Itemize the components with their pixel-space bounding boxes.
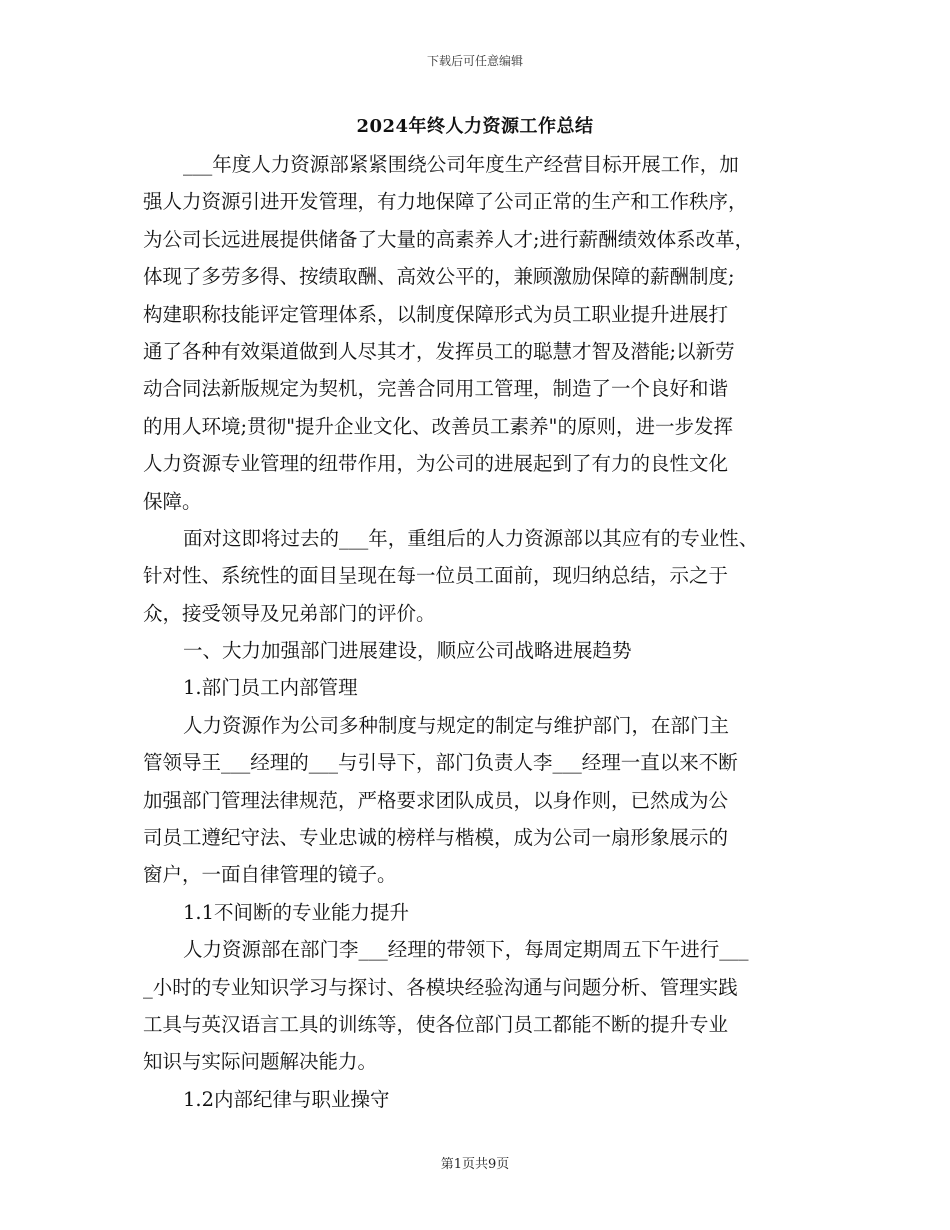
page-header-note: 下载后可任意编辑 — [426, 54, 523, 68]
text-line: 司员工遵纪守法、专业忠诚的榜样与楷模，成为公司一扇形象展示的 — [143, 826, 729, 850]
text-line: 窗户，一面自律管理的镜子。 — [143, 863, 397, 887]
document-body — [143, 146, 823, 1118]
document-title: 2024年终人力资源工作总结 — [356, 116, 594, 137]
text-line: _小时的专业知识学习与探讨、各模块经验沟通与问题分析、管理实践 — [143, 975, 738, 999]
text-line: 针对性、系统性的面目呈现在每一位员工面前，现归纳总结，示之于 — [143, 564, 729, 588]
text-line: 动合同法新版规定为契机，完善合同用工管理，制造了一个良好和谐 — [143, 377, 729, 401]
text-line: 体现了多劳多得、按绩取酬、高效公平的，兼顾激励保障的薪酬制度; — [143, 265, 735, 289]
text-line: 知识与实际问题解决能力。 — [143, 1050, 378, 1074]
text-line: 1.部门员工内部管理 — [183, 676, 358, 700]
text-line: 众，接受领导及兄弟部门的评价。 — [143, 601, 436, 625]
page-number: 第1页共9页 — [440, 1157, 510, 1172]
text-line: 1.1不间断的专业能力提升 — [183, 900, 410, 924]
text-line: 通了各种有效渠道做到人尽其才，发挥员工的聪慧才智及潜能;以新劳 — [143, 339, 735, 363]
text-line: 面对这即将过去的___年，重组后的人力资源部以其应有的专业性、 — [183, 526, 759, 550]
text-line: 强人力资源引进开发管理，有力地保障了公司正常的生产和工作秩序， — [143, 190, 748, 214]
text-line: 人力资源作为公司多种制度与规定的制定与维护部门，在部门主 — [183, 713, 730, 737]
text-line: 一、大力加强部门进展建设，顺应公司战略进展趋势 — [183, 639, 632, 663]
text-line: ___年度人力资源部紧紧围绕公司年度生产经营目标开展工作，加 — [183, 153, 739, 176]
text-line: 加强部门管理法律规范，严格要求团队成员，以身作则，已然成为公 — [143, 788, 729, 812]
text-line: 的用人环境;贯彻"提升企业文化、改善员工素养"的原则，进一步发挥 — [143, 414, 734, 438]
text-line: 保障。 — [143, 489, 202, 513]
text-line: 构建职称技能评定管理体系，以制度保障形式为员工职业提升进展打 — [143, 302, 729, 326]
text-line: 为公司长远进展提供储备了大量的高素养人才;进行薪酬绩效体系改革， — [143, 227, 755, 251]
text-line: 工具与英汉语言工具的训练等，使各位部门员工都能不断的提升专业 — [143, 1012, 729, 1036]
text-line: 人力资源部在部门李___经理的带领下，每周定期周五下午进行___ — [183, 938, 749, 962]
text-line: 管领导王___经理的___与引导下，部门负责人李___经理一直以来不断 — [143, 751, 738, 775]
text-line: 1.2内部纪律与职业操守 — [183, 1087, 390, 1111]
text-line: 人力资源专业管理的纽带作用，为公司的进展起到了有力的良性文化 — [143, 452, 729, 476]
